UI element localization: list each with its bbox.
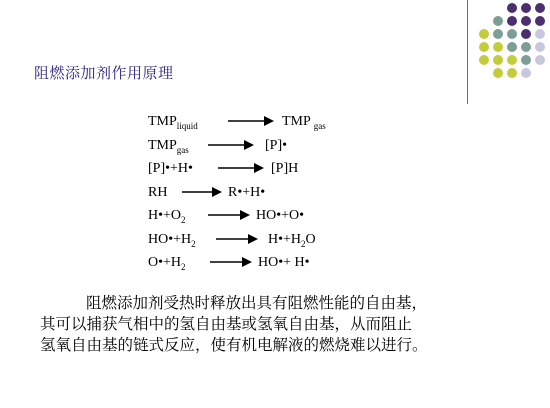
decorative-dot — [479, 29, 489, 39]
equation-lhs: $HO•+H_2$ — [148, 231, 196, 249]
decorative-dot — [493, 42, 503, 52]
equation-row — [148, 206, 408, 230]
equation-rhs: [P]H — [271, 161, 299, 176]
equation-rhs: [P]• — [265, 137, 288, 153]
paragraph-line: 阻燃添加剂受热时释放出具有阻燃性能的自由基， — [86, 294, 428, 312]
arrow-icon — [218, 163, 264, 173]
decorative-dot — [493, 16, 503, 26]
decorative-dot — [479, 55, 489, 65]
decorative-dot — [535, 3, 545, 13]
decorative-dot — [535, 29, 545, 39]
decorative-dot — [535, 16, 545, 26]
decorative-dot — [493, 29, 503, 39]
equation-rhs: $H•+H_2O$ — [268, 231, 316, 249]
divider-line — [467, 0, 468, 104]
equation-row — [148, 253, 408, 277]
arrow-icon — [182, 187, 222, 197]
decorative-dot — [507, 16, 517, 26]
decorative-dot — [521, 55, 531, 65]
equation-row — [148, 136, 408, 160]
arrow-icon — [228, 116, 274, 126]
decorative-dot — [521, 3, 531, 13]
decorative-dot — [507, 29, 517, 39]
equation-rhs: HO•+O• — [256, 208, 305, 223]
equation-rhs: R•+H• — [228, 184, 266, 200]
decorative-dot — [535, 42, 545, 52]
slide-title: 阻燃添加剂作用原理 — [34, 64, 174, 82]
arrow-icon — [216, 234, 258, 244]
arrow-icon — [210, 257, 252, 267]
decorative-dot — [521, 42, 531, 52]
paragraph-line: 氢氧自由基的链式反应，使有机电解液的燃烧难以进行。 — [40, 336, 428, 354]
arrow-icon — [208, 140, 254, 150]
decorative-dot — [493, 55, 503, 65]
equation-lhs: $H•+O_2$ — [148, 208, 186, 225]
decorative-dot — [479, 42, 489, 52]
decorative-dot — [521, 29, 531, 39]
decorative-dot — [507, 55, 517, 65]
equation-rhs: HO•+ H• — [258, 255, 310, 270]
decorative-dot — [507, 3, 517, 13]
equation-lhs: $O•+H_2$ — [148, 255, 186, 272]
explanation-paragraph — [40, 293, 530, 356]
equation-row — [148, 230, 408, 254]
equation-lhs: $TMP_{liquid}$ — [148, 114, 198, 131]
decorative-dot — [507, 68, 517, 78]
equation-lhs: $TMP_{gas}$ — [148, 137, 189, 155]
decorative-dot — [535, 55, 545, 65]
equation-list — [148, 112, 408, 277]
equation-row — [148, 159, 408, 183]
decorative-dot-grid — [478, 2, 550, 80]
paragraph-line: 其可以捕获气相中的氢自由基或氢氧自由基，从而阻止 — [40, 315, 413, 333]
equation-row — [148, 112, 408, 136]
equation-row — [148, 183, 408, 207]
equation-lhs: RH — [148, 184, 168, 200]
decorative-dot — [493, 68, 503, 78]
equation-lhs: [P]•+H• — [148, 161, 193, 176]
decorative-dot — [507, 42, 517, 52]
decorative-dot — [521, 16, 531, 26]
arrow-icon — [208, 210, 250, 220]
equation-rhs: TMP $_{gas}$ — [282, 114, 326, 131]
decorative-dot — [521, 68, 531, 78]
